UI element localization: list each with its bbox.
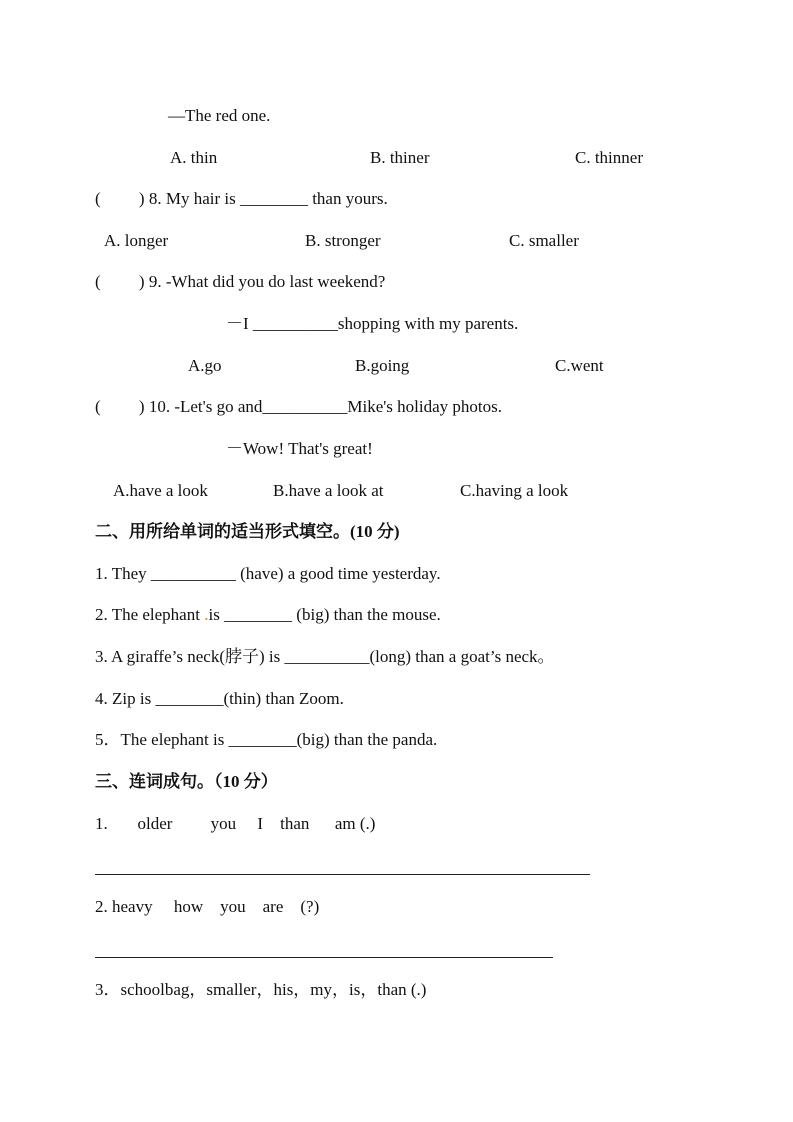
section2-item-2-start: 2. The elephant <box>95 605 205 624</box>
section3-item-1: 1. older you I than am (.) <box>95 814 376 833</box>
section2-item-3: 3. A giraffe’s neck(脖子) is __________(long) than a goat’s neck。 <box>95 647 555 666</box>
section2-title: 二、用所给单词的适当形式填空。(10 分) <box>95 522 400 541</box>
q8-stem: ( ) 8. My hair is ________ than yours. <box>95 189 388 208</box>
section2-item-5: 5．The elephant is ________(big) than the panda. <box>95 730 438 749</box>
section3-item-3: 3．schoolbag，smaller，his，my，is，than (.) <box>95 980 427 999</box>
q9-stem: ( ) 9. -What did you do last weekend? <box>95 272 386 291</box>
q7-option-a: A. thin <box>170 148 218 167</box>
section3-title: 三、连词成句。（10 分） <box>95 772 278 791</box>
q7-answer-line: —The red one. <box>168 106 271 125</box>
section3-item-2: 2. heavy how you are (?) <box>95 897 320 916</box>
q10-option-c: C.having a look <box>460 481 569 500</box>
q8-option-c: C. smaller <box>509 231 579 250</box>
q9-option-a: A.go <box>188 356 222 375</box>
q8-option-b: B. stronger <box>305 231 381 250</box>
section2-item-1: 1. They __________ (have) a good time yesterday. <box>95 564 441 583</box>
q10-stem: ( ) 10. -Let's go and__________Mike's holiday photos. <box>95 397 503 416</box>
section2-item-2 <box>95 605 441 625</box>
q9-option-b: B.going <box>355 356 410 375</box>
q10-option-b: B.have a look at <box>273 481 384 500</box>
section2-item-4: 4. Zip is ________(thin) than Zoom. <box>95 689 344 708</box>
q10-reply: －Wow! That's great! <box>226 439 373 458</box>
section2-item-2-rest: is ________ (big) than the mouse. <box>208 605 441 624</box>
answer-line-2[interactable] <box>95 957 553 958</box>
q9-option-c: C.went <box>555 356 604 375</box>
section2-item-2-mark: . <box>204 605 209 624</box>
q9-reply: －I __________shopping with my parents. <box>226 314 519 333</box>
q10-option-a: A.have a look <box>113 481 208 500</box>
q8-option-a: A. longer <box>104 231 169 250</box>
q7-option-c: C. thinner <box>575 148 643 167</box>
answer-line-1[interactable] <box>95 874 590 875</box>
q7-option-b: B. thiner <box>370 148 430 167</box>
